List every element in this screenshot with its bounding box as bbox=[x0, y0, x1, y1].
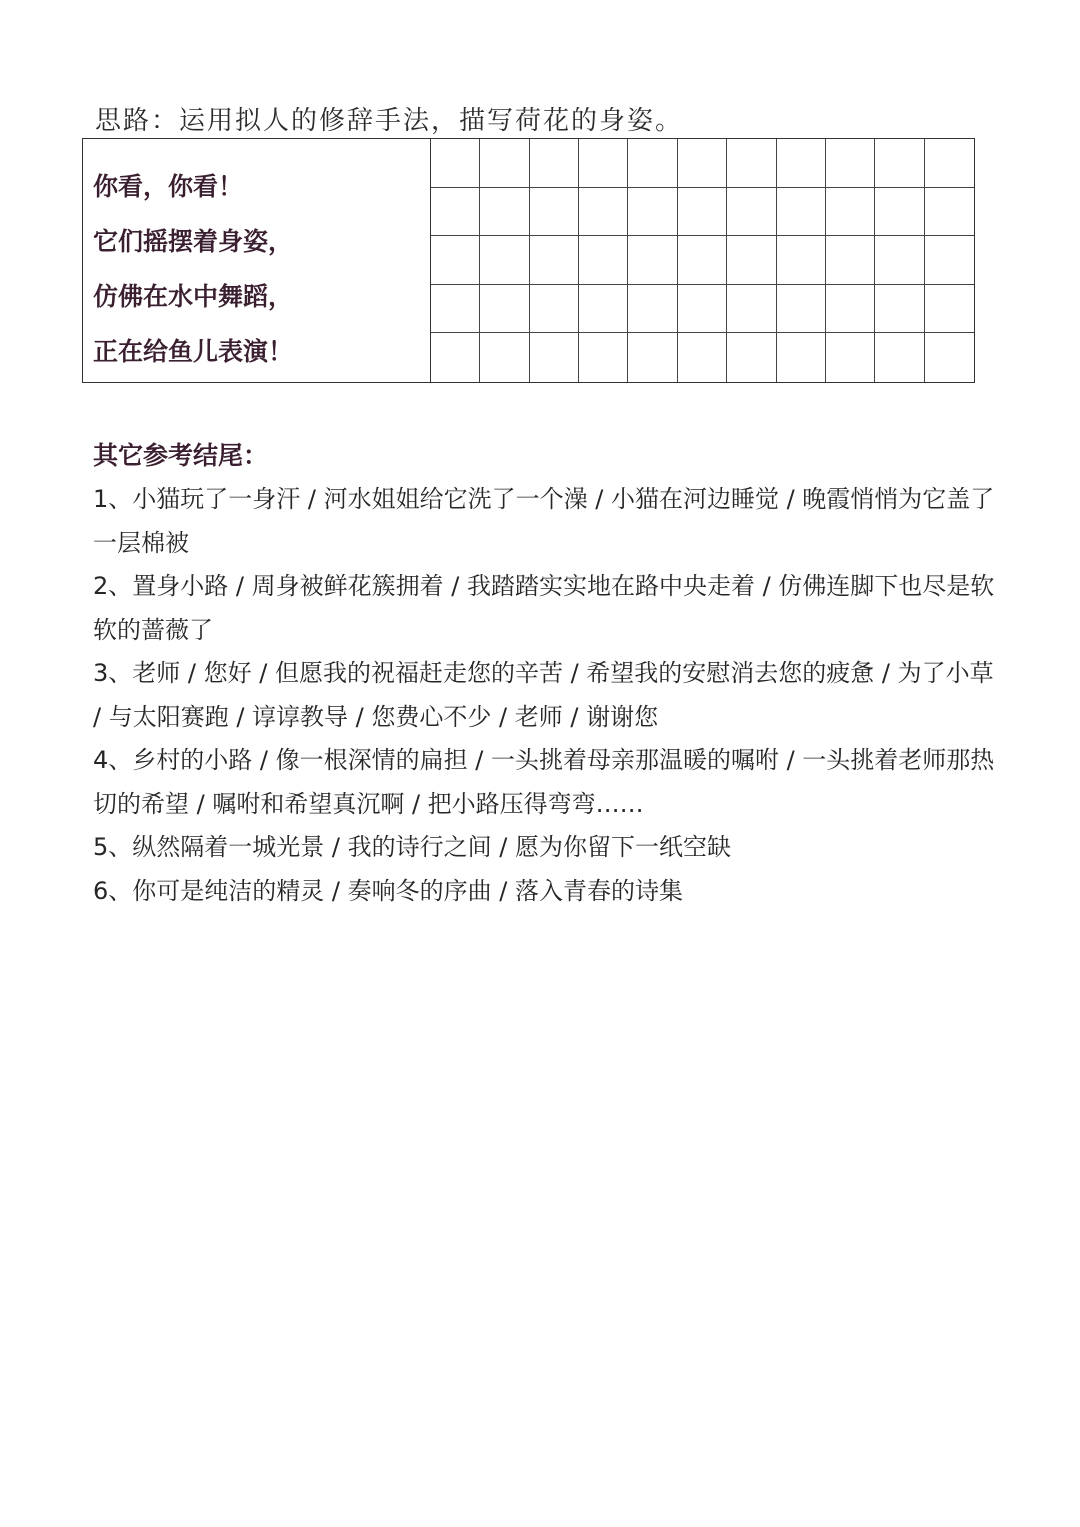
grid-cell bbox=[777, 188, 826, 237]
grid-cell bbox=[875, 236, 924, 285]
grid-cell bbox=[777, 139, 826, 188]
grid-cell bbox=[431, 236, 480, 285]
grid-cell bbox=[628, 139, 677, 188]
writing-box bbox=[82, 138, 975, 383]
grid-cell bbox=[727, 139, 776, 188]
list-item: 5、纵然隔着一城光景 / 我的诗行之间 / 愿为你留下一纸空缺 bbox=[93, 833, 731, 861]
grid-cell bbox=[875, 333, 924, 382]
poem-line: 正在给鱼儿表演！ bbox=[93, 337, 294, 366]
grid-cell bbox=[826, 236, 875, 285]
list-item: 3、老师 / 您好 / 但愿我的祝福赶走您的辛苦 / 希望我的安慰消去您的疲惫 / 为了小草 / 与太阳赛跑 / 谆谆教导 / 您费心不少 / 老师 / 谢谢您 bbox=[93, 659, 994, 731]
grid-cell bbox=[530, 139, 579, 188]
grid-cell bbox=[431, 285, 480, 334]
grid-cell bbox=[777, 236, 826, 285]
grid-cell bbox=[579, 236, 628, 285]
list-item: 2、置身小路 / 周身被鲜花簇拥着 / 我踏踏实实地在路中央走着 / 仿佛连脚下也尽是软软的蔷薇了 bbox=[93, 572, 995, 644]
grid-cell bbox=[777, 333, 826, 382]
grid-cell bbox=[579, 333, 628, 382]
grid-cell bbox=[431, 139, 480, 188]
grid-cell bbox=[875, 188, 924, 237]
grid-cell bbox=[678, 333, 727, 382]
grid-cell bbox=[530, 236, 579, 285]
list-item: 6、你可是纯洁的精灵 / 奏响冬的序曲 / 落入青春的诗集 bbox=[93, 876, 683, 905]
grid-cell bbox=[678, 236, 727, 285]
grid-cell bbox=[480, 139, 529, 188]
grid-cell bbox=[826, 139, 875, 188]
grid-cell bbox=[925, 333, 974, 382]
grid-cell bbox=[777, 285, 826, 334]
example-poem bbox=[83, 139, 431, 382]
grid-cell bbox=[727, 188, 776, 237]
grid-cell bbox=[727, 285, 776, 334]
grid-cell bbox=[727, 236, 776, 285]
grid-cell bbox=[925, 285, 974, 334]
grid-cell bbox=[727, 333, 776, 382]
grid-cell bbox=[530, 285, 579, 334]
grid-cell bbox=[628, 333, 677, 382]
list-item: 1、小猫玩了一身汗 / 河水姐姐给它洗了一个澡 / 小猫在河边睡觉 / 晚霞悄悄为它盖了一层棉被 bbox=[93, 485, 995, 557]
grid-cell bbox=[826, 285, 875, 334]
grid-cell bbox=[480, 236, 529, 285]
grid-cell bbox=[925, 139, 974, 188]
grid-cell bbox=[925, 236, 974, 285]
poem-line: 你看，你看！ bbox=[93, 172, 244, 201]
grid-cell bbox=[678, 188, 727, 237]
grid-cell bbox=[628, 188, 677, 237]
writing-hint: 思路：运用拟人的修辞手法，描写荷花的身姿。 bbox=[95, 106, 684, 136]
grid-cell bbox=[925, 188, 974, 237]
section-title: 其它参考结尾： bbox=[93, 441, 269, 470]
grid-cell bbox=[530, 333, 579, 382]
practice-grid bbox=[431, 139, 974, 382]
grid-cell bbox=[530, 188, 579, 237]
grid-cell bbox=[579, 139, 628, 188]
grid-cell bbox=[628, 236, 677, 285]
grid-cell bbox=[678, 139, 727, 188]
grid-cell bbox=[480, 188, 529, 237]
poem-line: 它们摇摆着身姿， bbox=[93, 227, 294, 256]
grid-cell bbox=[431, 333, 480, 382]
grid-cell bbox=[875, 285, 924, 334]
grid-cell bbox=[431, 188, 480, 237]
list-item: 4、乡村的小路 / 像一根深情的扁担 / 一头挑着母亲那温暖的嘱咐 / 一头挑着老师那热切的希望 / 嘱咐和希望真沉啊 / 把小路压得弯弯…… bbox=[93, 746, 995, 818]
grid-cell bbox=[875, 139, 924, 188]
grid-cell bbox=[480, 333, 529, 382]
grid-cell bbox=[826, 333, 875, 382]
reference-endings-list bbox=[93, 478, 998, 913]
grid-cell bbox=[579, 285, 628, 334]
grid-cell bbox=[628, 285, 677, 334]
grid-cell bbox=[579, 188, 628, 237]
grid-cell bbox=[480, 285, 529, 334]
grid-cell bbox=[826, 188, 875, 237]
grid-cell bbox=[678, 285, 727, 334]
poem-line: 仿佛在水中舞蹈， bbox=[93, 282, 294, 311]
